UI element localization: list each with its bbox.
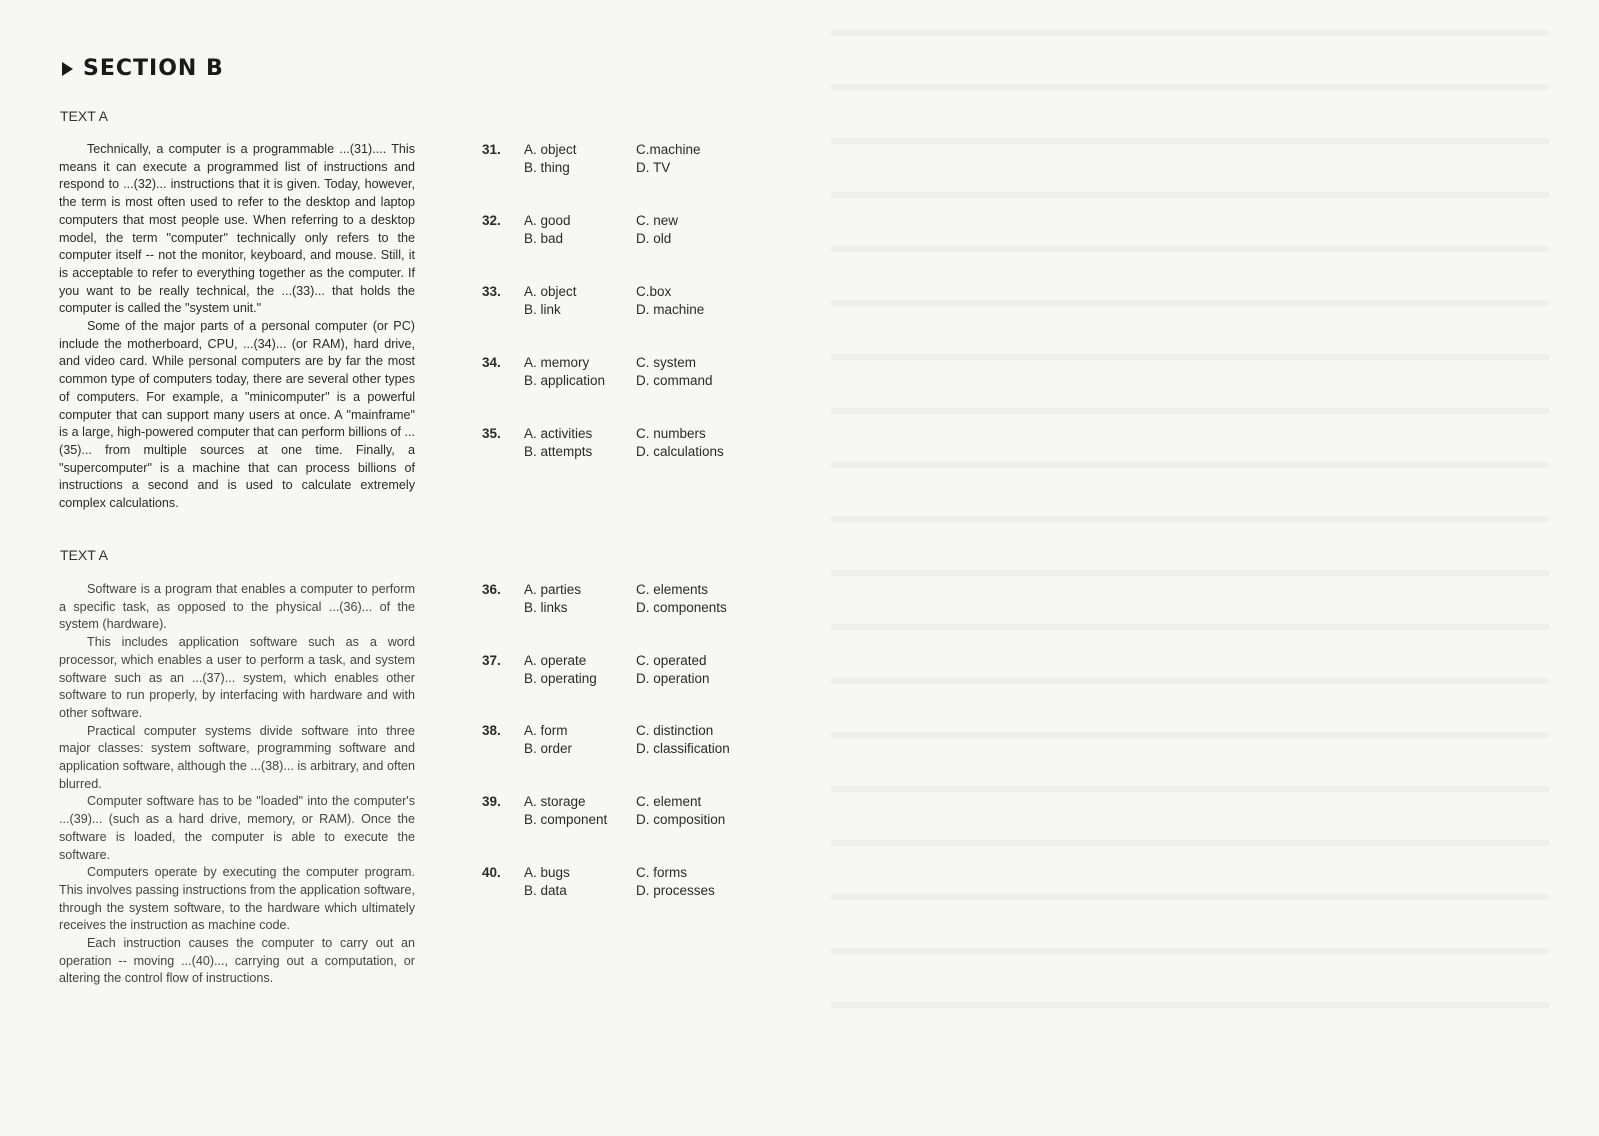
passage-paragraph: Practical computer systems divide software into three major classes: system software, programming software and application software, although the ...(38)... is arbitrary, and often blurred. [59, 723, 415, 791]
question-number: 37. [482, 653, 501, 668]
passage-paragraph: Software is a program that enables a computer to perform a specific task, as opposed to the physical ...(36)... of the system (hardware). [59, 582, 415, 632]
option-d[interactable]: D. machine [636, 302, 705, 317]
option-d[interactable]: D. classification [636, 741, 730, 756]
option-b[interactable]: B. operating [524, 671, 597, 686]
option-c[interactable]: C.machine [636, 142, 701, 157]
option-d[interactable]: D. TV [636, 160, 671, 175]
question-number: 38. [482, 723, 501, 738]
question-number: 35. [482, 426, 501, 441]
passage-text-a-2 [59, 581, 415, 988]
question-32 [482, 212, 762, 252]
option-b[interactable]: B. thing [524, 160, 570, 175]
option-d[interactable]: D. command [636, 373, 713, 388]
option-c[interactable]: C. system [636, 355, 697, 370]
text-a-label-2: TEXT A [60, 547, 108, 563]
question-35 [482, 425, 762, 465]
option-c[interactable]: C. numbers [636, 426, 706, 441]
option-a[interactable]: A. good [524, 213, 571, 228]
question-36 [482, 581, 762, 621]
option-c[interactable]: C.box [636, 284, 672, 299]
text-a-label-1: TEXT A [60, 108, 108, 124]
option-a[interactable]: A. activities [524, 426, 593, 441]
option-a[interactable]: A. operate [524, 653, 587, 668]
option-b[interactable]: B. link [524, 302, 561, 317]
option-b[interactable]: B. attempts [524, 444, 593, 459]
option-d[interactable]: D. calculations [636, 444, 724, 459]
question-number: 34. [482, 355, 501, 370]
question-39 [482, 793, 762, 833]
option-a[interactable]: A. storage [524, 794, 586, 809]
question-number: 31. [482, 142, 501, 157]
option-a[interactable]: A. object [524, 284, 577, 299]
passage-paragraph: Some of the major parts of a personal computer (or PC) include the motherboard, CPU, ...(34)... (or RAM), hard drive, and video card. While personal computers are by far the most common type of computers today, there are several other types of computers. For example, a "minicomputer" is a powerful computer that can support many users at once. A "mainframe" is a large, high-powered computer that can perform billions of ...(35)... from multiple sources at one time. Finally, a "supercomputer" is a machine that can process billions of instructions a second and is used to calculate extremely complex calculations. [59, 319, 415, 511]
question-34 [482, 354, 762, 394]
option-b[interactable]: B. data [524, 883, 567, 898]
option-d[interactable]: D. components [636, 600, 727, 615]
passage-paragraph: Technically, a computer is a programmable ...(31).... This means it can execute a programmed list of instructions and respond to ...(32)... instructions that it is given. Today, however, the term is most often used to refer to the desktop and laptop computers that most people use. When referring to a desktop model, the term "computer" technically only refers to the computer itself -- not the monitor, keyboard, and mouse. Still, it is acceptable to refer to everything together as the computer. If you want to be really technical, the ...(33)... that holds the computer is called the "system unit." [59, 142, 415, 316]
section-heading [62, 56, 224, 81]
option-b[interactable]: B. application [524, 373, 606, 388]
option-b[interactable]: B. bad [524, 231, 564, 246]
question-number: 36. [482, 582, 501, 597]
option-c[interactable]: C. forms [636, 865, 688, 880]
option-c[interactable]: C. elements [636, 582, 709, 597]
option-d[interactable]: D. old [636, 231, 672, 246]
option-a[interactable]: A. bugs [524, 865, 570, 880]
triangle-bullet-icon [62, 62, 73, 76]
option-c[interactable]: C. operated [636, 653, 707, 668]
passage-paragraph: Computer software has to be "loaded" into the computer's ...(39)... (such as a hard drive, memory, or RAM). Once the software is loaded, the computer is able to execute the software. [59, 794, 415, 862]
option-d[interactable]: D. composition [636, 812, 726, 827]
passage-paragraph: Each instruction causes the computer to carry out an operation -- moving ...(40)..., carrying out a computation, or altering the control flow of instructions. [59, 936, 415, 986]
option-c[interactable]: C. distinction [636, 723, 714, 738]
question-33 [482, 283, 762, 323]
passage-text-a-1 [59, 141, 415, 513]
option-c[interactable]: C. new [636, 213, 679, 228]
passage-paragraph: This includes application software such as a word processor, which enables a user to perform a task, and system software such as an ...(37)... system, which enables other software to run properly, by interfacing with hardware and with other software. [59, 635, 415, 720]
question-37 [482, 652, 762, 692]
section-title: SECTION B [83, 56, 224, 81]
question-number: 33. [482, 284, 501, 299]
option-a[interactable]: A. parties [524, 582, 582, 597]
option-d[interactable]: D. operation [636, 671, 710, 686]
option-b[interactable]: B. order [524, 741, 573, 756]
question-number: 39. [482, 794, 501, 809]
bleed-through-background [830, 30, 1550, 1090]
option-a[interactable]: A. object [524, 142, 577, 157]
question-31 [482, 141, 762, 181]
question-number: 40. [482, 865, 501, 880]
option-a[interactable]: A. form [524, 723, 568, 738]
question-38 [482, 722, 762, 762]
passage-paragraph: Computers operate by executing the computer program. This involves passing instructions from the application software, through the system software, to the hardware which ultimately receives the instruction as machine code. [59, 865, 415, 933]
option-b[interactable]: B. component [524, 812, 608, 827]
question-40 [482, 864, 762, 904]
question-number: 32. [482, 213, 501, 228]
option-c[interactable]: C. element [636, 794, 702, 809]
option-b[interactable]: B. links [524, 600, 568, 615]
option-a[interactable]: A. memory [524, 355, 590, 370]
option-d[interactable]: D. processes [636, 883, 715, 898]
